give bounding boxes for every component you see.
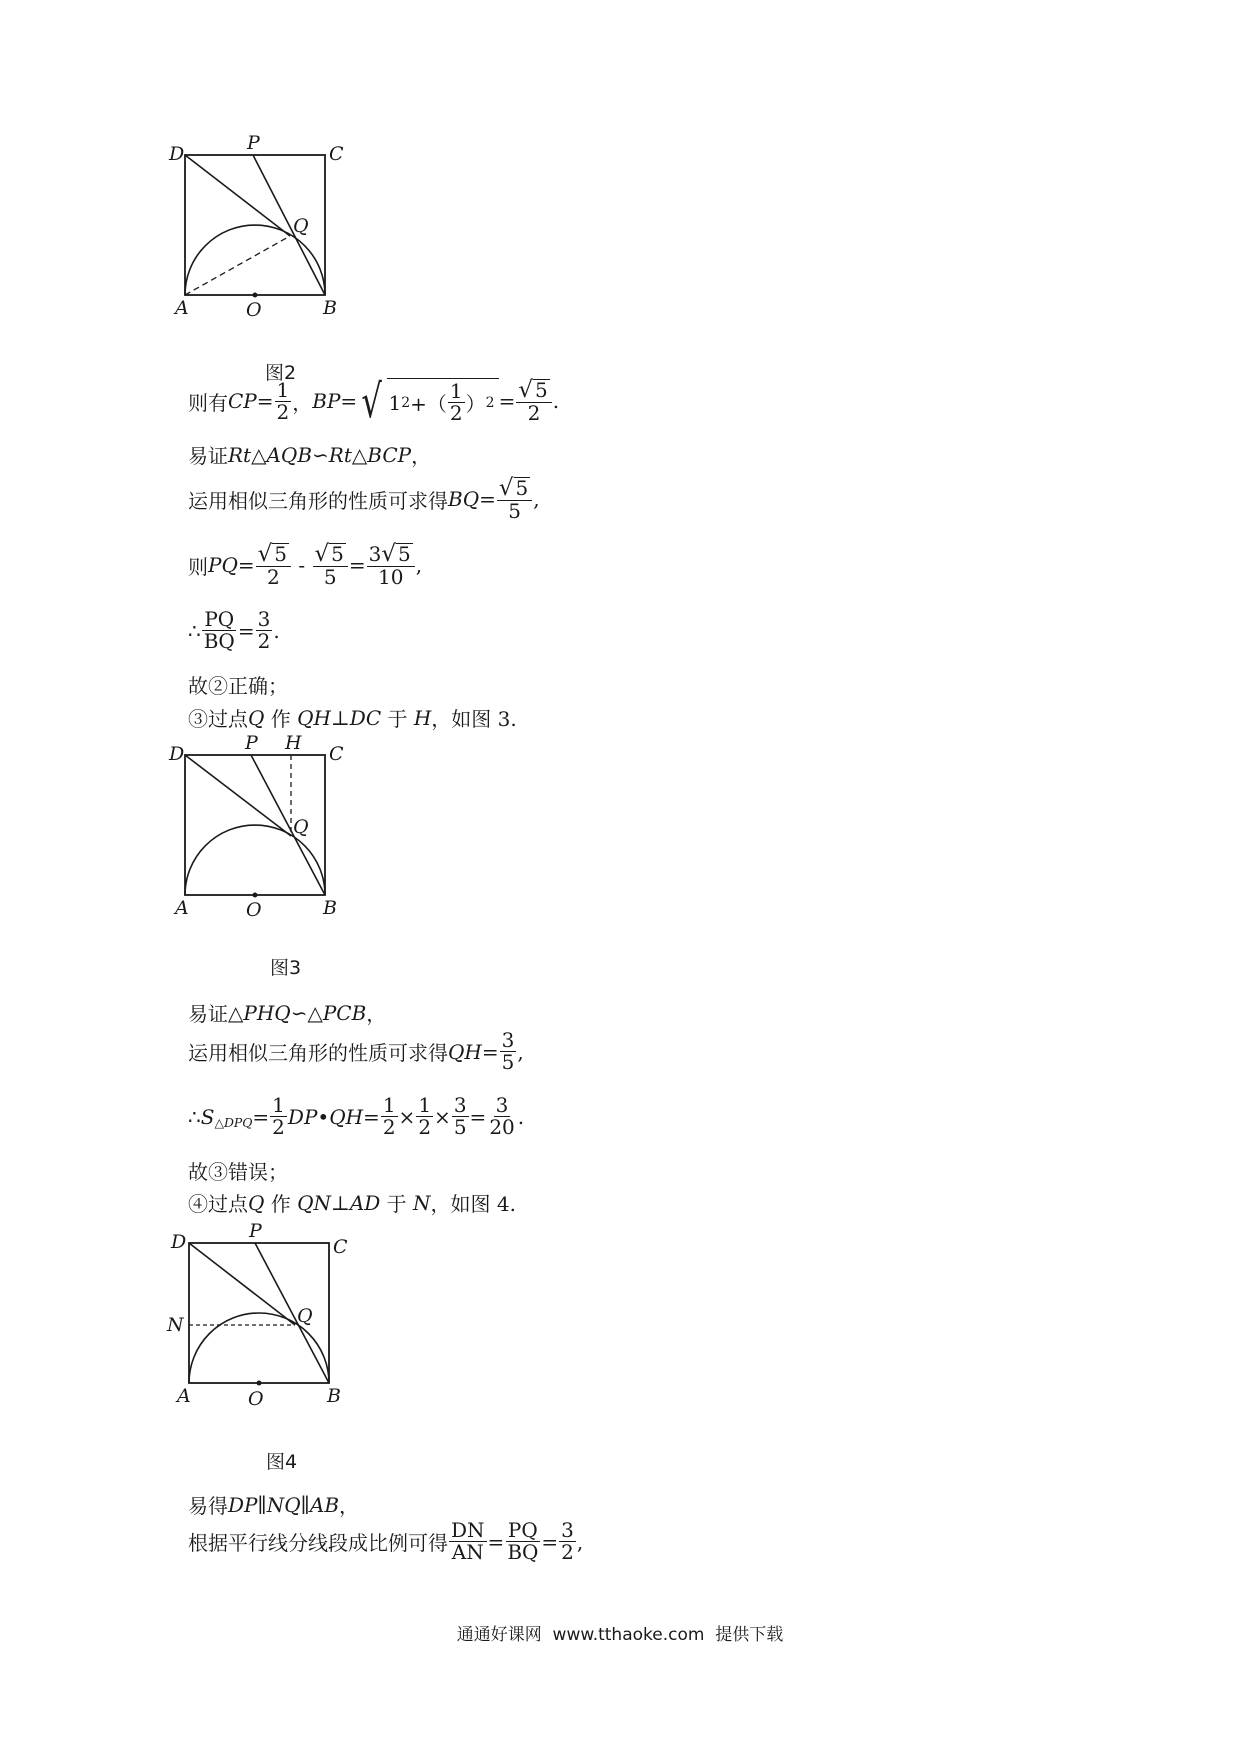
var-qh: QH	[448, 1039, 482, 1064]
coef: 3	[368, 542, 382, 566]
label-D: D	[169, 743, 185, 765]
num: DN	[451, 1518, 485, 1542]
dot: •	[317, 1104, 330, 1129]
plus: +（	[410, 392, 447, 417]
eq: =	[541, 1529, 559, 1554]
text: 易得	[188, 1494, 228, 1518]
den: 5	[453, 1115, 467, 1139]
var-ab: AB	[309, 1492, 340, 1517]
figure-4	[167, 1220, 395, 1425]
perp: ⊥	[331, 1190, 350, 1215]
fraction	[449, 1520, 487, 1563]
line-area	[188, 1095, 524, 1138]
text: ③过点	[188, 707, 248, 731]
exp: 2	[401, 394, 411, 411]
subscript: △DPQ	[214, 1114, 253, 1130]
triangle: △AQB	[251, 442, 313, 467]
var-q: Q	[248, 1190, 265, 1215]
text: 根据平行线分线段成比例可得	[188, 1531, 448, 1555]
sep: ，	[292, 390, 313, 415]
den: BQ	[507, 1540, 539, 1564]
fraction: √ 5 5	[313, 542, 348, 588]
den: 20	[489, 1115, 515, 1139]
one: 1	[388, 390, 402, 415]
line-step-4	[188, 1188, 516, 1217]
label-Q: Q	[297, 1305, 313, 1327]
fraction	[381, 1095, 398, 1138]
den: BQ	[203, 629, 235, 653]
num: 3	[453, 1093, 467, 1117]
perp: ⊥	[330, 705, 350, 730]
eq: =	[469, 1104, 487, 1129]
similar: ∽	[312, 442, 329, 467]
triangle: △BCP	[351, 442, 412, 467]
eq: =	[252, 1104, 270, 1129]
den: AN	[451, 1540, 484, 1564]
den: 5	[501, 1050, 515, 1074]
label-P: P	[247, 132, 260, 154]
fraction	[256, 609, 273, 652]
fraction: √ 5 2	[516, 378, 551, 424]
eq: =	[348, 553, 366, 578]
line-conclusion-2: 故②正确；	[188, 674, 288, 698]
line-proportion	[188, 1520, 583, 1563]
label-C: C	[329, 743, 344, 765]
eq: =	[237, 553, 255, 578]
den: 2	[257, 629, 271, 653]
end: .	[273, 618, 280, 643]
eq: =	[237, 618, 255, 643]
end: ，	[366, 1002, 387, 1026]
line-step-3	[188, 703, 517, 732]
var-q: Q	[248, 705, 265, 730]
label-C: C	[329, 143, 344, 165]
den: 2	[527, 401, 541, 426]
figure-3-diagram	[169, 732, 395, 940]
text: 作	[264, 1192, 298, 1216]
var-dc: DC	[349, 705, 382, 730]
num: 1	[382, 1093, 396, 1117]
times: ×	[398, 1104, 416, 1129]
var-pq: PQ	[208, 553, 238, 578]
label-O: O	[246, 299, 262, 321]
var-h: H	[413, 705, 432, 730]
line-bq	[188, 476, 540, 522]
radicand: 5	[535, 378, 548, 403]
label-N: N	[167, 1314, 184, 1336]
figure-3-caption: 图3	[270, 957, 302, 979]
den: 2	[561, 1540, 574, 1564]
var-cp: CP	[228, 389, 257, 414]
figure-4-caption: 图4	[266, 1451, 298, 1473]
minus: -	[292, 553, 312, 578]
num: 1	[418, 1093, 432, 1117]
therefore: ∴	[188, 618, 201, 643]
den: 10	[377, 565, 404, 590]
num: 3	[561, 1518, 574, 1542]
label-P: P	[245, 732, 258, 754]
den: 2	[276, 399, 290, 424]
text: 于	[380, 1192, 414, 1216]
radicand: 5	[274, 542, 288, 567]
text: 运用相似三角形的性质可求得	[188, 1041, 448, 1065]
num: 3	[501, 1028, 515, 1052]
exp: 2	[485, 394, 495, 411]
var-qn: QN	[297, 1190, 332, 1215]
label-C: C	[333, 1236, 348, 1258]
num: 1	[449, 379, 463, 404]
eq: =	[340, 389, 358, 414]
text: 则	[188, 554, 208, 579]
line-pq	[188, 542, 422, 588]
text: 于	[381, 707, 414, 731]
label-A: A	[175, 297, 189, 319]
fraction	[505, 1520, 540, 1563]
figure-2-diagram	[169, 132, 375, 340]
therefore: ∴	[188, 1104, 201, 1129]
eq: =	[481, 1039, 499, 1064]
end: ,	[576, 1529, 584, 1554]
rt: Rt	[328, 442, 352, 467]
text: 运用相似三角形的性质可求得	[188, 488, 448, 513]
var-n: N	[413, 1190, 431, 1215]
eq: =	[498, 389, 516, 414]
figure-2-caption: 图2	[265, 362, 297, 384]
var-bp: BP	[312, 389, 341, 414]
den: 2	[382, 1115, 396, 1139]
den: 2	[449, 401, 463, 426]
var-dp: DP	[228, 1492, 258, 1517]
den: 2	[418, 1115, 432, 1139]
label-Q: Q	[293, 816, 309, 838]
line-similar-1	[188, 440, 431, 469]
den: 2	[266, 565, 280, 590]
end: ，	[411, 444, 432, 468]
label-B: B	[327, 1385, 341, 1407]
var-ad: AD	[349, 1190, 381, 1215]
line-qh	[188, 1030, 524, 1073]
label-A: A	[177, 1385, 191, 1407]
var-nq: NQ	[266, 1492, 301, 1517]
figure-3	[169, 732, 395, 940]
fraction	[202, 609, 237, 652]
line-cp-bp	[188, 374, 560, 429]
num: PQ	[204, 607, 235, 631]
radical: √ 1 2 +（ $\frac{1}{2}$ ） 2	[357, 378, 498, 424]
line-ratio	[188, 609, 280, 652]
fraction	[452, 1095, 469, 1138]
den: 5	[508, 499, 521, 524]
fraction: √ 5 2	[256, 542, 291, 588]
label-D: D	[169, 143, 185, 165]
eq: =	[256, 389, 274, 414]
close: ）	[465, 392, 486, 417]
parallel: ∥	[300, 1492, 310, 1517]
triangle: △PCB	[307, 1000, 367, 1025]
fraction	[559, 1520, 576, 1563]
var-qh: QH	[329, 1104, 364, 1129]
num: PQ	[507, 1518, 538, 1542]
end: ，如图 4.	[430, 1192, 516, 1216]
text: 易证	[188, 1002, 228, 1026]
eq: =	[479, 487, 496, 512]
fraction: √ 5 5	[497, 476, 532, 522]
end: ,	[533, 487, 540, 512]
fraction	[275, 377, 292, 424]
end: .	[517, 1104, 525, 1129]
den: 5	[323, 565, 337, 590]
fraction	[270, 1095, 287, 1138]
fraction	[487, 1095, 516, 1138]
figure-4-diagram	[167, 1220, 395, 1425]
var-s: S	[200, 1104, 215, 1129]
label-B: B	[323, 297, 337, 319]
rt: Rt	[228, 442, 252, 467]
similar: ∽	[290, 1000, 308, 1025]
end: .	[552, 389, 560, 414]
line-similar-2	[188, 998, 386, 1027]
num: 3	[495, 1093, 509, 1117]
label-D: D	[171, 1231, 187, 1253]
line-conclusion-3: 故③错误；	[188, 1160, 288, 1184]
label-A: A	[175, 897, 189, 919]
num: 1	[276, 377, 290, 402]
var-dp: DP	[287, 1104, 318, 1129]
num: 3	[257, 607, 271, 631]
times: ×	[434, 1104, 451, 1129]
end: ,	[415, 553, 423, 578]
end: ,	[517, 1039, 524, 1064]
line-parallel	[188, 1490, 359, 1519]
text: ④过点	[188, 1192, 248, 1216]
label-O: O	[246, 899, 262, 921]
eq: =	[487, 1529, 505, 1554]
num: 1	[272, 1093, 285, 1117]
end: ，如图 3.	[431, 707, 517, 731]
fraction	[500, 1030, 517, 1073]
fraction	[416, 1095, 433, 1138]
footer-watermark: 通通好课网 www.tthaoke.com 提供下载	[456, 1625, 784, 1645]
fraction	[448, 381, 465, 424]
label-B: B	[323, 897, 337, 919]
text: 则有	[188, 390, 228, 415]
radicand: 5	[515, 476, 529, 501]
eq: =	[363, 1104, 380, 1129]
radicand: 5	[398, 542, 411, 567]
text: 作	[264, 707, 298, 731]
label-Q: Q	[293, 215, 309, 237]
radicand: 5	[331, 542, 344, 567]
text: 易证	[188, 444, 228, 468]
label-P: P	[249, 1220, 262, 1242]
parallel: ∥	[257, 1492, 267, 1517]
var-bq: BQ	[448, 487, 480, 512]
figure-2	[169, 132, 375, 340]
fraction: 3 √ 5 10	[367, 542, 415, 588]
triangle: △PHQ	[228, 1000, 291, 1025]
label-O: O	[248, 1388, 264, 1410]
var-qh: QH	[297, 705, 331, 730]
den: 2	[272, 1115, 285, 1139]
label-H: H	[285, 732, 302, 754]
end: ，	[339, 1494, 360, 1518]
